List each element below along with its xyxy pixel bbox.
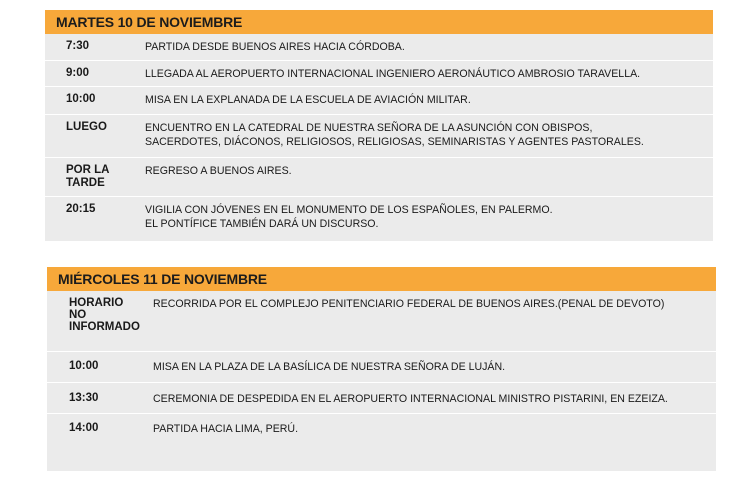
- schedule-row: [47, 382, 716, 413]
- event-description: VIGILIA CON JÓVENES EN EL MONUMENTO DE LOS ESPAÑOLES, EN PALERMO. EL PONTÍFICE TAMBIÉN DARÁ UN DISCURSO.: [145, 204, 553, 230]
- day-header: MARTES 10 DE NOVIEMBRE: [45, 10, 713, 34]
- day-schedule-tuesday: [45, 10, 713, 241]
- event-time: 13:30: [69, 392, 99, 404]
- day-header: MIÉRCOLES 11 DE NOVIEMBRE: [47, 267, 716, 291]
- event-time: 20:15: [66, 203, 96, 215]
- event-time: POR LA TARDE: [66, 164, 110, 189]
- schedule-row: [47, 413, 716, 472]
- event-time: HORARIO NO INFORMADO: [69, 297, 140, 333]
- schedule-row: [45, 86, 713, 114]
- event-description: RECORRIDA POR EL COMPLEJO PENITENCIARIO FEDERAL DE BUENOS AIRES.(PENAL DE DEVOTO): [153, 298, 665, 310]
- event-description: MISA EN LA EXPLANADA DE LA ESCUELA DE AVIACIÓN MILITAR.: [145, 94, 471, 106]
- schedule-row: [45, 157, 713, 196]
- schedule-row: [45, 34, 713, 59]
- event-description: REGRESO A BUENOS AIRES.: [145, 165, 292, 177]
- event-description: LLEGADA AL AEROPUERTO INTERNACIONAL INGENIERO AERONÁUTICO AMBROSIO TARAVELLA.: [145, 68, 641, 80]
- schedule-row: [47, 291, 716, 350]
- event-time: LUEGO: [66, 121, 107, 133]
- day-schedule-wednesday: [47, 267, 716, 471]
- event-time: 10:00: [66, 93, 96, 105]
- schedule-row: [45, 196, 713, 242]
- event-time: 14:00: [69, 422, 99, 434]
- event-description: PARTIDA HACIA LIMA, PERÚ.: [153, 423, 299, 435]
- schedule-row: [45, 114, 713, 157]
- event-time: 10:00: [69, 360, 99, 372]
- event-description: PARTIDA DESDE BUENOS AIRES HACIA CÓRDOBA.: [145, 41, 405, 53]
- event-description: MISA EN LA PLAZA DE LA BASÍLICA DE NUESTRA SEÑORA DE LUJÁN.: [153, 361, 506, 373]
- event-time: 7:30: [66, 40, 90, 52]
- event-time: 9:00: [66, 67, 90, 79]
- schedule-row: [47, 351, 716, 382]
- event-description: ENCUENTRO EN LA CATEDRAL DE NUESTRA SEÑORA DE LA ASUNCIÓN CON OBISPOS, SACERDOTES, DIÁCONOS, RELIGIOSOS, RELIGIOSAS, SEMINARISTAS Y AGENTES PASTORALES.: [145, 122, 644, 148]
- schedule-row: [45, 60, 713, 86]
- event-description: CEREMONIA DE DESPEDIDA EN EL AEROPUERTO INTERNACIONAL MINISTRO PISTARINI, EN EZEIZA.: [153, 393, 668, 405]
